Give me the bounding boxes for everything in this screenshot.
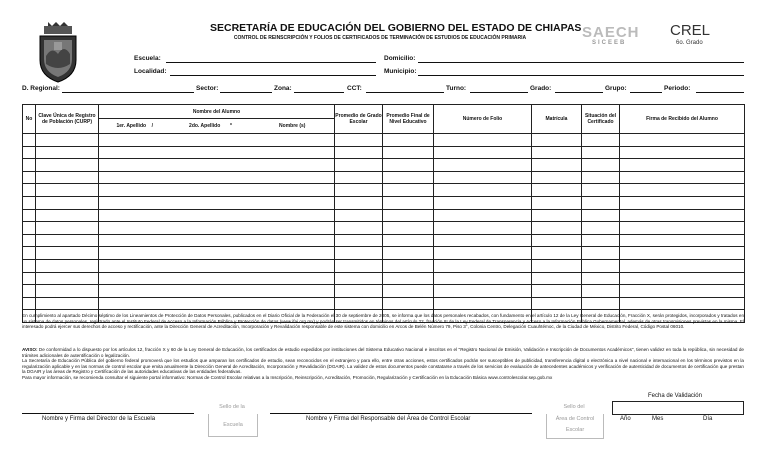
table-cell[interactable] [620,159,745,172]
sector-label: Sector: [196,85,219,92]
table-cell[interactable] [36,159,99,172]
table-cell[interactable] [99,247,171,260]
table-cell[interactable] [23,171,36,184]
table-cell[interactable] [23,196,36,209]
responsable-signature-label: Nombre y Firma del Responsable del Área de Control Escolar [306,416,471,422]
col-situacion: Situación del Certificado [582,105,620,134]
table-cell[interactable] [171,297,251,310]
table-cell[interactable] [582,272,620,285]
table-cell[interactable] [434,285,532,298]
zona-field[interactable] [294,92,344,93]
table-cell[interactable] [23,247,36,260]
table-row [23,247,745,260]
table-cell[interactable] [36,272,99,285]
table-cell[interactable] [620,297,745,310]
table-cell[interactable] [434,184,532,197]
table-cell[interactable] [171,196,251,209]
table-cell[interactable] [36,171,99,184]
col-nombres: Nombre (s) [251,119,335,134]
table-cell[interactable] [251,146,335,159]
table-cell[interactable] [582,159,620,172]
turno-field[interactable] [470,92,528,93]
table-cell[interactable] [383,209,434,222]
form-code: CREL [670,22,711,39]
table-cell[interactable] [383,146,434,159]
table-cell[interactable] [383,297,434,310]
table-cell[interactable] [251,297,335,310]
table-cell[interactable] [582,234,620,247]
table-row [23,285,745,298]
table-cell[interactable] [620,184,745,197]
table-cell[interactable] [36,209,99,222]
table-cell[interactable] [434,272,532,285]
table-row [23,134,745,147]
table-cell[interactable] [99,259,171,272]
table-cell[interactable] [99,272,171,285]
table-cell[interactable] [251,209,335,222]
table-cell[interactable] [99,285,171,298]
table-cell[interactable] [36,285,99,298]
table-cell[interactable] [171,184,251,197]
table-cell[interactable] [335,272,383,285]
table-cell[interactable] [335,259,383,272]
col-promedio: Promedio de Grado Escolar [335,105,383,134]
table-cell[interactable] [23,272,36,285]
school-stamp-area: Sello de la [219,404,245,410]
table-cell[interactable] [99,146,171,159]
school-stamp-box: Escuela [208,414,258,437]
table-cell[interactable] [171,209,251,222]
table-row [23,159,745,172]
table-cell[interactable] [620,196,745,209]
regional-field[interactable] [62,92,194,93]
municipio-field[interactable] [418,75,744,76]
table-row [23,272,745,285]
table-cell[interactable] [23,134,36,147]
table-cell[interactable] [434,234,532,247]
table-cell[interactable] [532,297,582,310]
table-cell[interactable] [434,222,532,235]
table-cell[interactable] [620,247,745,260]
table-row [23,171,745,184]
table-cell[interactable] [434,297,532,310]
table-cell[interactable] [335,247,383,260]
table-cell[interactable] [99,159,171,172]
table-cell[interactable] [23,234,36,247]
table-cell[interactable] [434,134,532,147]
table-cell[interactable] [335,285,383,298]
saech-logo: SAECH [582,24,640,41]
col-nombre: Nombre del Alumno [99,105,335,119]
table-cell[interactable] [383,234,434,247]
table-row [23,196,745,209]
table-cell[interactable] [532,159,582,172]
col-firma: Firma de Recibido del Alumno [620,105,745,134]
table-cell[interactable] [99,234,171,247]
table-cell[interactable] [335,297,383,310]
table-cell[interactable] [620,259,745,272]
table-cell[interactable] [582,297,620,310]
localidad-field[interactable] [170,75,376,76]
table-cell[interactable] [171,234,251,247]
table-cell[interactable] [171,272,251,285]
table-cell[interactable] [335,222,383,235]
table-cell[interactable] [532,285,582,298]
municipio-label: Municipio: [384,68,417,75]
table-cell[interactable] [171,222,251,235]
table-cell[interactable] [171,259,251,272]
table-cell[interactable] [383,247,434,260]
table-cell[interactable] [532,134,582,147]
table-cell[interactable] [582,222,620,235]
director-signature-line[interactable] [22,413,194,414]
table-cell[interactable] [36,234,99,247]
col-no: No [23,105,36,134]
mes-label: Mes [652,416,664,422]
table-cell[interactable] [335,234,383,247]
siceeb-logo: SICEEB [592,40,627,46]
table-row [23,259,745,272]
grade-label: 6o. Grado [676,40,703,46]
table-cell[interactable] [582,196,620,209]
table-row [23,209,745,222]
table-cell[interactable] [23,209,36,222]
table-cell[interactable] [532,234,582,247]
table-cell[interactable] [532,259,582,272]
table-cell[interactable] [36,222,99,235]
table-row [23,184,745,197]
table-cell[interactable] [383,134,434,147]
fecha-validacion-label: Fecha de Validación [648,393,702,399]
table-cell[interactable] [23,184,36,197]
table-cell[interactable] [335,159,383,172]
table-cell[interactable] [23,159,36,172]
col-promedio-final: Promedio Final de Nivel Educativo [383,105,434,134]
table-cell[interactable] [532,272,582,285]
turno-label: Turno: [446,85,467,92]
table-cell[interactable] [335,196,383,209]
table-cell[interactable] [99,134,171,147]
table-cell[interactable] [620,134,745,147]
table-cell[interactable] [532,184,582,197]
table-cell[interactable] [434,171,532,184]
table-cell[interactable] [99,222,171,235]
localidad-label: Localidad: [134,68,167,75]
table-cell[interactable] [383,285,434,298]
table-cell[interactable] [582,146,620,159]
table-cell[interactable] [582,134,620,147]
table-cell[interactable] [251,247,335,260]
zona-label: Zona: [274,85,292,92]
table-cell[interactable] [434,247,532,260]
table-cell[interactable] [620,171,745,184]
table-cell[interactable] [23,259,36,272]
table-cell[interactable] [582,209,620,222]
privacy-notice: En cumplimiento al apartado Décimo séptimo de los Lineamientos de Protección de Datos Personales, publicados en el Diario Oficial de la Federación el 30 de septiembre de 2005, se informa que los datos personales recabados, con fundamento en el artículo 12 de la Ley General de Educación, Fracción X, serán protegidos, incorporados y tratados en un sistema de datos personales, registrado ante el Instituto Federal de Acceso a la Información Pública y Protección de datos (www.ifai.org.mx) y podrán ser transmitidos en términos del artículo 22, fracción III de la Ley Federal de Transparencia y Acceso a la Información Pública Gubernamental, además de otras transmisiones previstas en la misma. El interesado podrá ejercer sus derechos de acceso y rectificación, ante la Dirección General de Acreditación, Incorporación y Revalidación responsable de este sistema con domicilio en Arcos de Belén Número 79, Piso 3°, Colonia Centro, Delegación Cuauhtémoc, de la Ciudad de México, Distrito Federal, Código Postal 06010. [22,313,744,329]
table-cell[interactable] [383,171,434,184]
regional-label: D. Regional: [22,85,60,92]
table-cell[interactable] [582,247,620,260]
col-matricula: Matrícula [532,105,582,134]
table-cell[interactable] [36,134,99,147]
table-cell[interactable] [532,196,582,209]
aviso-notice: AVISO: De conformidad a lo dispuesto por los artículos 12, fracción X y 60 de la Ley General de Educación, los certificados de estudio expedidos por instituciones del Sistema Educativo Nacional e inscritos en el "Registro Nacional de Emisión, Validación e Inscripción de Documentos Académicos", tienen validez en toda la república, sin necesidad de trámites adicionales de autentificación o legalización. La Secretaría de Educación Pública del gobierno federal promoverá que los estudios que amparan los certificados de estudio, sean reconocidos en el extranjero y para ello, entre otras acciones, estos certificados podrán ser susceptibles de publicidad, transferencia digital o electrónica a nivel nacional e internacional en los términos previstos en la regularización aplicable y en las normas de control escolar que emita anualmente la Dirección General de Acreditación, Incorporación y Revalidación (DGAIR). La validez de estos documentos puede constatarse a través de los servicios de evaluación de antecedentes académicos y verificación de autenticidad de documentos de certificación que prestan la DGAIR y las áreas de Registro y Certificación de las autoridades educativas de las entidades federativas. Para mayor información, se recomienda consultar el siguiente portal informativo: Normas de Control Escolar relativas a la Inscripción, Reinscripción, Acreditación, Promoción, Regularización y Certificación en la Educación Básica www.controlescolar.sep.gob.mx [22,347,744,380]
table-cell[interactable] [171,134,251,147]
table-cell[interactable] [23,146,36,159]
aviso-label: AVISO: [22,347,38,352]
table-cell[interactable] [171,285,251,298]
table-cell[interactable] [23,297,36,310]
table-row [23,146,745,159]
table-cell[interactable] [335,134,383,147]
table-cell[interactable] [620,285,745,298]
table-cell[interactable] [383,259,434,272]
col-apellido1: 1er. Apellido / [99,119,171,134]
domicilio-label: Domicilio: [384,55,416,62]
table-cell[interactable] [23,222,36,235]
col-apellido2: 2do. Apellido * [171,119,251,134]
grupo-label: Grupo: [605,85,627,92]
col-folio: Número de Folio [434,105,532,134]
table-cell[interactable] [434,146,532,159]
escuela-label: Escuela: [134,55,161,62]
table-cell[interactable] [36,184,99,197]
table-row [23,297,745,310]
table-cell[interactable] [251,285,335,298]
table-cell[interactable] [36,297,99,310]
anio-label: Año [620,416,631,422]
table-cell[interactable] [620,222,745,235]
table-cell[interactable] [434,196,532,209]
sector-field[interactable] [220,92,272,93]
table-cell[interactable] [620,234,745,247]
table-cell[interactable] [251,259,335,272]
document-title: SECRETARÍA DE EDUCACIÓN DEL GOBIERNO DEL ESTADO DE CHIAPAS [210,22,582,34]
table-cell[interactable] [383,222,434,235]
table-cell[interactable] [171,159,251,172]
table-cell[interactable] [582,184,620,197]
table-cell[interactable] [434,259,532,272]
table-cell[interactable] [434,209,532,222]
table-cell[interactable] [251,171,335,184]
grupo-field[interactable] [630,92,662,93]
table-cell[interactable] [335,146,383,159]
table-cell[interactable] [383,272,434,285]
grado-label: Grado: [530,85,552,92]
table-cell[interactable] [335,184,383,197]
table-cell[interactable] [171,247,251,260]
table-cell[interactable] [620,146,745,159]
fecha-validacion-box[interactable] [612,401,744,415]
document-subtitle: CONTROL DE REINSCRIPCIÓN Y FOLIOS DE CERTIFICADOS DE TERMINACIÓN DE ESTUDIOS DE EDUCACIÓN PRIMARIA [233,35,527,41]
escuela-field[interactable] [166,62,376,63]
responsable-signature-line[interactable] [270,413,532,414]
periodo-label: Periodo: [664,85,691,92]
table-cell[interactable] [23,285,36,298]
table-cell[interactable] [251,222,335,235]
table-cell[interactable] [251,272,335,285]
table-cell[interactable] [335,209,383,222]
table-cell[interactable] [171,171,251,184]
table-cell[interactable] [36,247,99,260]
table-cell[interactable] [251,159,335,172]
periodo-field[interactable] [696,92,744,93]
table-cell[interactable] [620,272,745,285]
students-table [22,104,745,323]
table-cell[interactable] [36,259,99,272]
col-curp: Clave Única de Registro de Población (CURP) [36,105,99,134]
table-cell[interactable] [251,234,335,247]
table-cell[interactable] [99,196,171,209]
table-cell[interactable] [532,247,582,260]
grado-field[interactable] [555,92,603,93]
table-row [23,222,745,235]
table-cell[interactable] [99,209,171,222]
table-cell[interactable] [36,146,99,159]
dia-label: Día [703,416,713,422]
table-cell[interactable] [434,159,532,172]
cct-label: CCT: [347,85,362,92]
table-cell[interactable] [36,196,99,209]
table-cell[interactable] [383,184,434,197]
table-cell[interactable] [251,196,335,209]
table-row [23,234,745,247]
table-cell[interactable] [383,159,434,172]
table-cell[interactable] [251,184,335,197]
table-cell[interactable] [582,259,620,272]
table-cell[interactable] [171,146,251,159]
table-cell[interactable] [532,222,582,235]
cct-field[interactable] [366,92,444,93]
table-cell[interactable] [335,171,383,184]
table-cell[interactable] [99,297,171,310]
table-cell[interactable] [383,196,434,209]
table-cell[interactable] [532,209,582,222]
control-stamp-area: Sello del [563,404,585,410]
table-cell[interactable] [99,184,171,197]
table-cell[interactable] [582,285,620,298]
table-cell[interactable] [582,171,620,184]
domicilio-field[interactable] [418,62,744,63]
director-signature-label: Nombre y Firma del Director de la Escuela [42,416,156,422]
state-emblem [36,20,80,84]
control-stamp-box: Área de Control Escolar [546,414,604,439]
table-cell[interactable] [532,146,582,159]
table-cell[interactable] [620,209,745,222]
table-cell[interactable] [99,171,171,184]
table-cell[interactable] [251,134,335,147]
table-cell[interactable] [532,171,582,184]
